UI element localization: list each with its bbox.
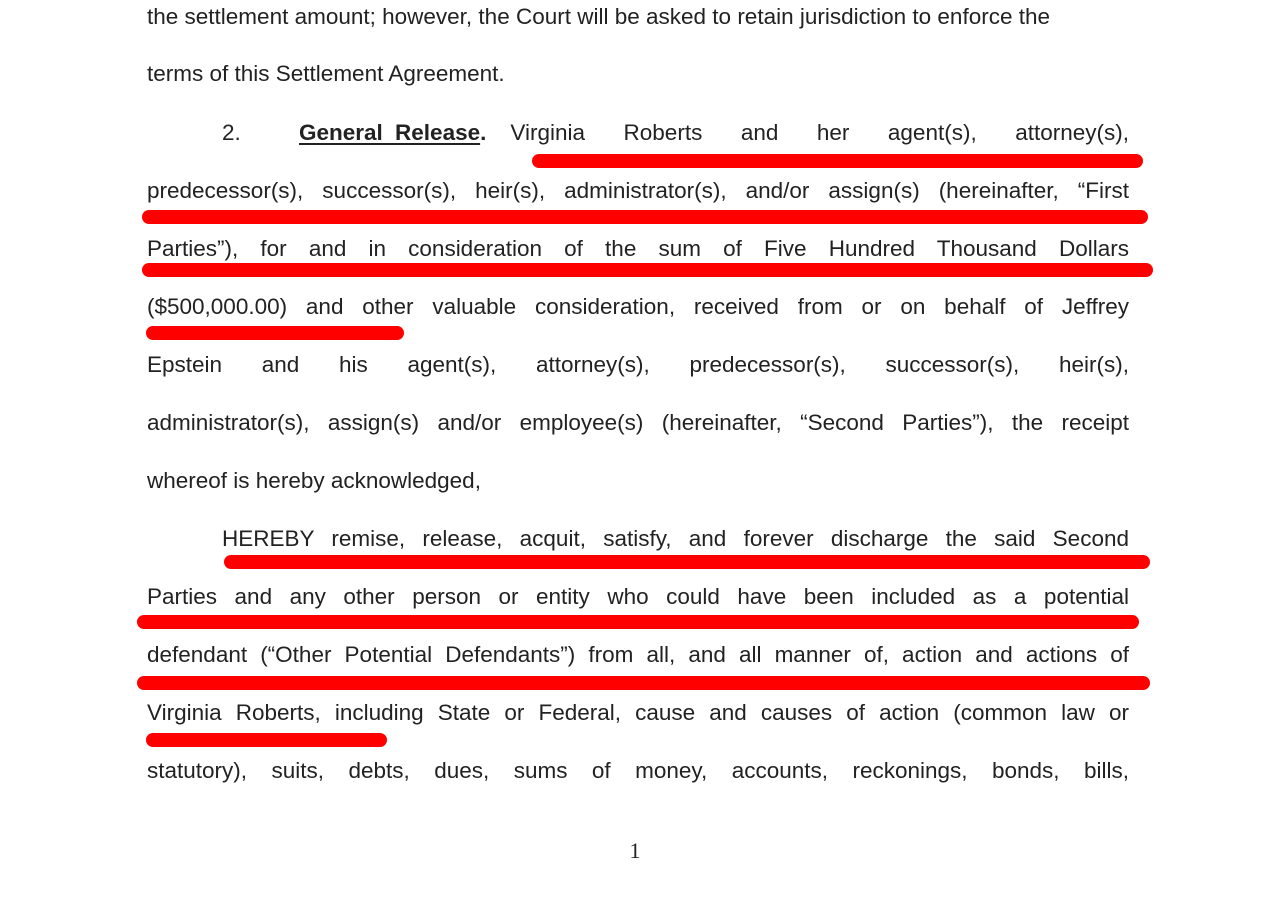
highlight-underline bbox=[137, 676, 1150, 690]
text-line: predecessor(s), successor(s), heir(s), administrator(s), and/or assign(s) (hereinafter, “First bbox=[147, 178, 1129, 203]
text-line: the settlement amount; however, the Court will be asked to retain jurisdiction to enforce the bbox=[147, 4, 1050, 29]
text-line: Parties and any other person or entity who could have been included as a potential bbox=[147, 584, 1129, 609]
text-line-rest: Virginia Roberts and her agent(s), attorney(s), bbox=[510, 120, 1129, 145]
text-line: Virginia Roberts, including State or Federal, cause and causes of action (common law or bbox=[147, 700, 1129, 725]
highlight-underline bbox=[224, 555, 1150, 569]
text-line: administrator(s), assign(s) and/or employee(s) (hereinafter, “Second Parties”), the receipt bbox=[147, 410, 1129, 435]
text-line: General Release. Virginia Roberts and her agent(s), attorney(s), bbox=[299, 116, 1129, 150]
text-line: ($500,000.00) and other valuable consideration, received from or on behalf of Jeffrey bbox=[147, 294, 1129, 319]
text-line: statutory), suits, debts, dues, sums of money, accounts, reckonings, bonds, bills, bbox=[147, 758, 1129, 783]
text-line: Parties”), for and in consideration of the sum of Five Hundred Thousand Dollars bbox=[147, 236, 1129, 261]
highlight-underline bbox=[137, 615, 1139, 629]
text-line: Epstein and his agent(s), attorney(s), predecessor(s), successor(s), heir(s), bbox=[147, 352, 1129, 377]
section-heading: General Release bbox=[299, 120, 481, 145]
highlight-underline bbox=[532, 154, 1143, 168]
text-line: defendant (“Other Potential Defendants”) from all, and all manner of, action and actions of bbox=[147, 642, 1129, 667]
page-number: 1 bbox=[629, 838, 641, 863]
text-line: whereof is hereby acknowledged, bbox=[147, 468, 481, 493]
highlight-underline bbox=[146, 326, 404, 340]
text-line: HEREBY remise, release, acquit, satisfy, and forever discharge the said Second bbox=[222, 526, 1129, 551]
text-line: terms of this Settlement Agreement. bbox=[147, 61, 505, 86]
highlight-underline bbox=[146, 733, 387, 747]
highlight-underline bbox=[142, 210, 1148, 224]
section-number: 2. bbox=[222, 120, 241, 145]
